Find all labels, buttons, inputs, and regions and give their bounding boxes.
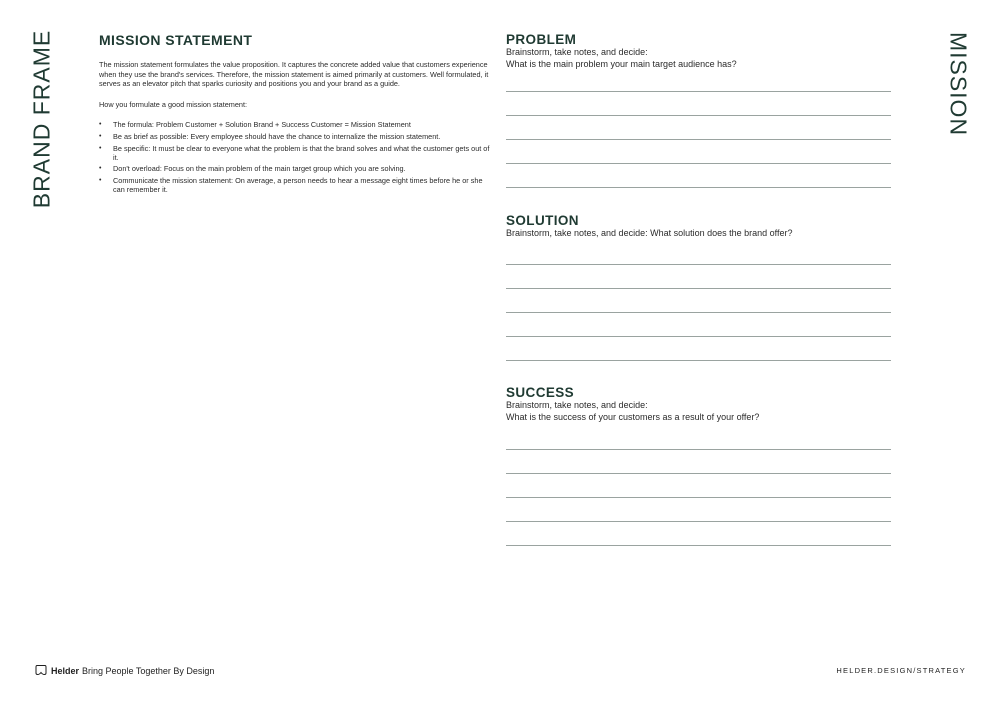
bullet-icon: • — [99, 176, 102, 184]
note-line[interactable] — [506, 264, 891, 265]
problem-title: PROBLEM — [506, 32, 577, 47]
mission-bullet-list — [99, 120, 491, 194]
note-line[interactable] — [506, 163, 891, 164]
bullet-icon: • — [99, 132, 102, 140]
success-notes[interactable] — [506, 449, 891, 546]
mission-intro: The mission statement formulates the value proposition. It captures the concrete added value that customers experience when they use the brand's services. Therefore, the mission statement is aimed primarily at customers. Well formulated, it serves as an elevator pitch that sparks curiosity and positions you and your brand as a guide. — [99, 60, 489, 89]
bullet-item: • Be as brief as possible: Every employee should have the chance to internalize the mission statement. — [99, 131, 441, 141]
note-line[interactable] — [506, 91, 891, 92]
success-title: SUCCESS — [506, 385, 575, 400]
note-line[interactable] — [506, 139, 891, 140]
success-section — [506, 385, 891, 423]
bullet-item: • Be specific: It must be clear to everyone what the problem is that the brand solves and what the customer gets out of it. — [99, 143, 490, 162]
note-line[interactable] — [506, 360, 891, 361]
note-line[interactable] — [506, 336, 891, 337]
note-line[interactable] — [506, 115, 891, 116]
brand-frame-label: BRAND FRAME — [28, 29, 55, 208]
mission-statement-section — [99, 32, 491, 197]
footer-url[interactable]: HELDER.DESIGN/STRATEGY — [836, 666, 966, 675]
mission-how-to: How you formulate a good mission statement: — [99, 99, 248, 109]
bullet-item: • Communicate the mission statement: On average, a person needs to hear a message eight times before he or she can remember it. — [99, 175, 483, 195]
footer-brand-name: Helder — [51, 666, 80, 676]
note-line[interactable] — [506, 449, 891, 450]
note-line[interactable] — [506, 187, 891, 188]
solution-prompt: Brainstorm, take notes, and decide: What solution does the brand offer? — [506, 228, 793, 238]
footer-brand — [35, 664, 214, 678]
mission-statement-title: MISSION STATEMENT — [99, 32, 253, 48]
note-line[interactable] — [506, 521, 891, 522]
bullet-icon: • — [99, 165, 102, 173]
side-title-left — [22, 29, 62, 208]
bullet-item: • Don't overload: Focus on the main problem of the main target group which you are solving. — [99, 164, 406, 174]
problem-section — [506, 32, 891, 70]
solution-notes[interactable] — [506, 264, 891, 361]
note-line[interactable] — [506, 312, 891, 313]
footer-tagline: Bring People Together By Design — [82, 666, 215, 676]
solution-section — [506, 213, 891, 240]
side-title-right — [938, 31, 978, 137]
mission-label: MISSION — [945, 31, 972, 137]
bullet-icon: • — [99, 121, 102, 129]
note-line[interactable] — [506, 288, 891, 289]
bullet-icon: • — [99, 144, 102, 152]
solution-title: SOLUTION — [506, 213, 579, 228]
problem-notes[interactable] — [506, 91, 891, 188]
note-line[interactable] — [506, 473, 891, 474]
note-line[interactable] — [506, 497, 891, 498]
success-prompt: Brainstorm, take notes, and decide: What is the success of your customers as a result of your offer? — [506, 400, 760, 422]
bullet-item: • The formula: Problem Customer + Solution Brand + Success Customer = Mission Statement — [99, 120, 411, 130]
helder-logo-icon — [35, 664, 47, 678]
note-line[interactable] — [506, 545, 891, 546]
problem-prompt: Brainstorm, take notes, and decide: What is the main problem your main target audience has? — [506, 47, 737, 69]
